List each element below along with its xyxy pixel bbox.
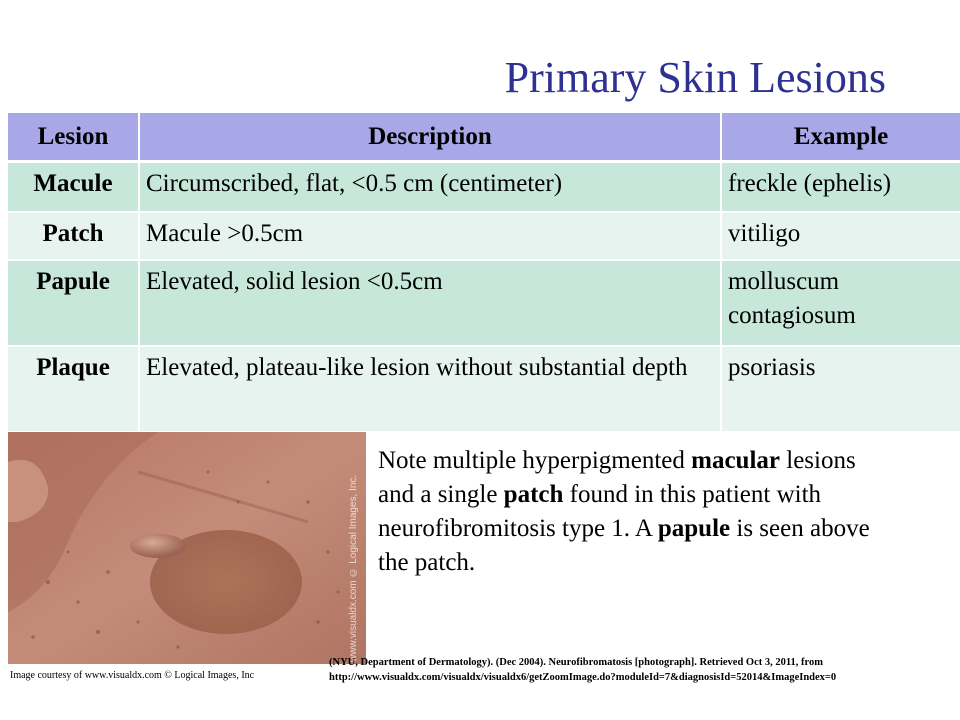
image-credit: Image courtesy of www.visualdx.com © Logical Images, Inc	[10, 670, 255, 681]
note-text: found in this patient with neurofibromitosis type 1. A	[378, 481, 822, 542]
table-row	[8, 260, 960, 346]
note-text: Note multiple hyperpigmented	[378, 447, 692, 474]
skin-lesion-photo	[8, 432, 366, 664]
table-row	[8, 162, 960, 212]
photo-watermark: www.visualdx.com © Logical Images, Inc.	[348, 474, 359, 662]
description-cell: Elevated, plateau-like lesion without substantial depth	[139, 346, 721, 432]
description-cell: Macule >0.5cm	[139, 212, 721, 260]
note-term-papule: papule	[657, 515, 731, 542]
lesion-cell: Plaque	[8, 346, 139, 432]
table-row	[8, 212, 960, 260]
column-header-lesion: Lesion	[8, 113, 139, 162]
description-cell: Elevated, solid lesion <0.5cm	[139, 260, 721, 346]
column-header-example: Example	[721, 113, 960, 162]
lesion-table	[8, 113, 960, 433]
note-paragraph	[378, 444, 878, 580]
example-cell: freckle (ephelis)	[721, 162, 960, 212]
note-term-patch: patch	[503, 481, 564, 508]
image-citation: (NYU, Department of Dermatology). (Dec 2004). Neurofibromatosis [photograph]. Retrieved Oct 3, 2011, from http://www.visualdx.com/visualdx/visualdx6/getZoomImage.do?moduleId=7&diagnosisId=52014&ImageIndex=0	[329, 657, 837, 683]
table-row	[8, 346, 960, 432]
lesion-cell: Macule	[8, 162, 139, 212]
example-cell: molluscum contagiosum	[721, 260, 960, 346]
description-cell: Circumscribed, flat, <0.5 cm (centimeter)	[139, 162, 721, 212]
table-header-row	[8, 113, 960, 162]
example-cell: vitiligo	[721, 212, 960, 260]
lesion-cell: Papule	[8, 260, 139, 346]
slide-title: Primary Skin Lesions	[504, 53, 886, 102]
note-text: lesions and a single	[378, 447, 856, 508]
example-cell: psoriasis	[721, 346, 960, 432]
column-header-description: Description	[139, 113, 721, 162]
note-text: is seen above the patch.	[378, 515, 870, 576]
lesion-cell: Patch	[8, 212, 139, 260]
papule-lesion	[130, 534, 186, 558]
note-term-macular: macular	[691, 447, 780, 474]
